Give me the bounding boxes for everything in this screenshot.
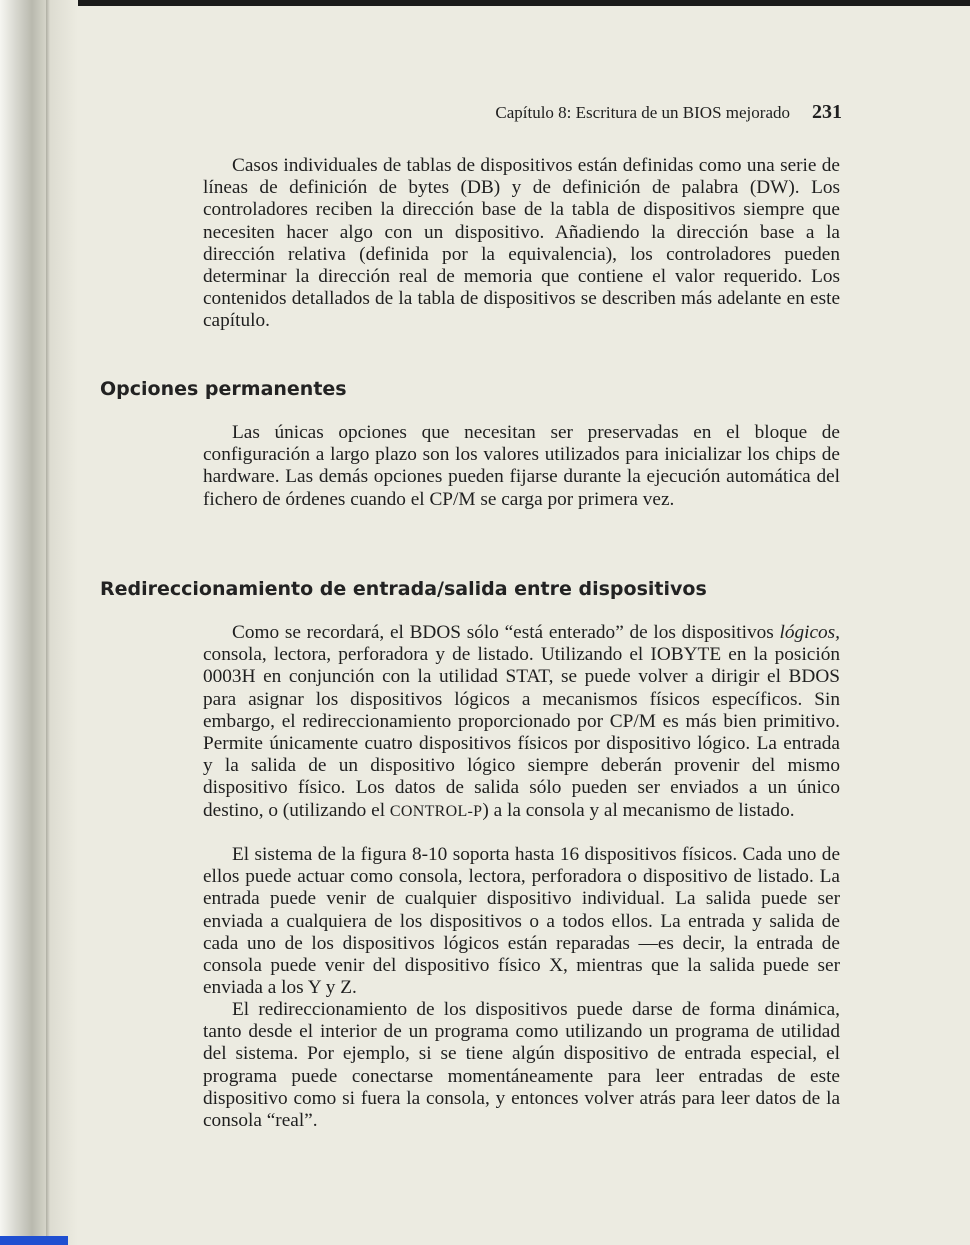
page-number: 231	[812, 101, 842, 123]
scan-corner-mark	[0, 1236, 68, 1245]
running-header	[242, 101, 842, 124]
book-binding-shadow	[0, 0, 78, 1245]
redirection-paragraph-3: El redireccionamiento de los dispositivos puede darse de forma dinámica, tanto desde el interior de un programa como utilizando un programa de utilidad del sistema. Por ejemplo, si se tiene algún dispositivo de entrada especial, el programa puede conectarse momentáneamente para leer entradas de este dispositivo como si fuera la consola, y entonces volver atrás para leer datos de la consola “real”.	[203, 999, 840, 1132]
redirection-p1-end: ) a la consola y al mecanismo de listado.	[482, 799, 795, 821]
book-gutter-line	[46, 0, 50, 1245]
redirection-paragraph-2: El sistema de la figura 8-10 soporta hasta 16 dispositivos físicos. Cada uno de ellos puede actuar como consola, lectora, perforadora o dispositivo de listado. La entrada puede venir de cualquier dispositivo individual. La salida puede ser enviada a cualquiera de los dispositivos o a todos ellos. La entrada y salida de cada uno de los dispositivos lógicos están reparadas —es decir, la entrada de consola puede venir del dispositivo físico X, mientras que la salida puede ser enviada a los Y y Z.	[203, 844, 840, 999]
permanent-options-paragraph: Las únicas opciones que necesitan ser preservadas en el bloque de configuración a largo plazo son los valores utilizados para inicializar los chips de hardware. Las demás opciones pueden fijarse durante la ejecución automática del fichero de órdenes cuando el CP/M se carga por primera vez.	[203, 422, 840, 510]
control-p-small-caps: CONTROL-P	[389, 802, 483, 820]
redirection-p1-start: Como se recordará, el BDOS sólo “está enterado” de los dispositivos	[232, 622, 774, 643]
italic-logical: lógicos,	[779, 622, 840, 643]
section-heading-io-redirection: Redireccionamiento de entrada/salida entre dispositivos	[100, 578, 707, 600]
running-title: Capítulo 8: Escritura de un BIOS mejorado	[495, 103, 790, 122]
scan-top-edge	[0, 0, 970, 6]
section-heading-permanent-options: Opciones permanentes	[100, 378, 347, 400]
redirection-p1-middle: consola, lectora, perforadora y de listado. Utilizando el IOBYTE en la posición 0003H en conjunción con la utilidad STAT, se puede volver a dirigir el BDOS para asignar los dispositivos lógicos a mecanismos físicos específicos. Sin embargo, el redireccionamiento proporcionado por CP/M es más bien primitivo. Permite únicamente cuatro dispositivos físicos por dispositivo lógico. La entrada y la salida de un dispositivo lógico siempre deberán provenir del mismo dispositivo físico. Los datos de salida sólo pueden ser enviados a un único destino, o (utilizando el	[203, 644, 840, 821]
redirection-paragraph-1	[203, 622, 840, 823]
intro-paragraph: Casos individuales de tablas de dispositivos están definidas como una serie de líneas de definición de bytes (DB) y de definición de palabra (DW). Los controladores reciben la dirección base de la tabla de dispositivos siempre que necesiten hacer algo con un dispositivo. Añadiendo la dirección base a la dirección relativa (definida por la equivalencia), los controladores pueden determinar la dirección real de memoria que contiene el valor requerido. Los contenidos detallados de la tabla de dispositivos se describen más adelante en este capítulo.	[203, 155, 840, 332]
